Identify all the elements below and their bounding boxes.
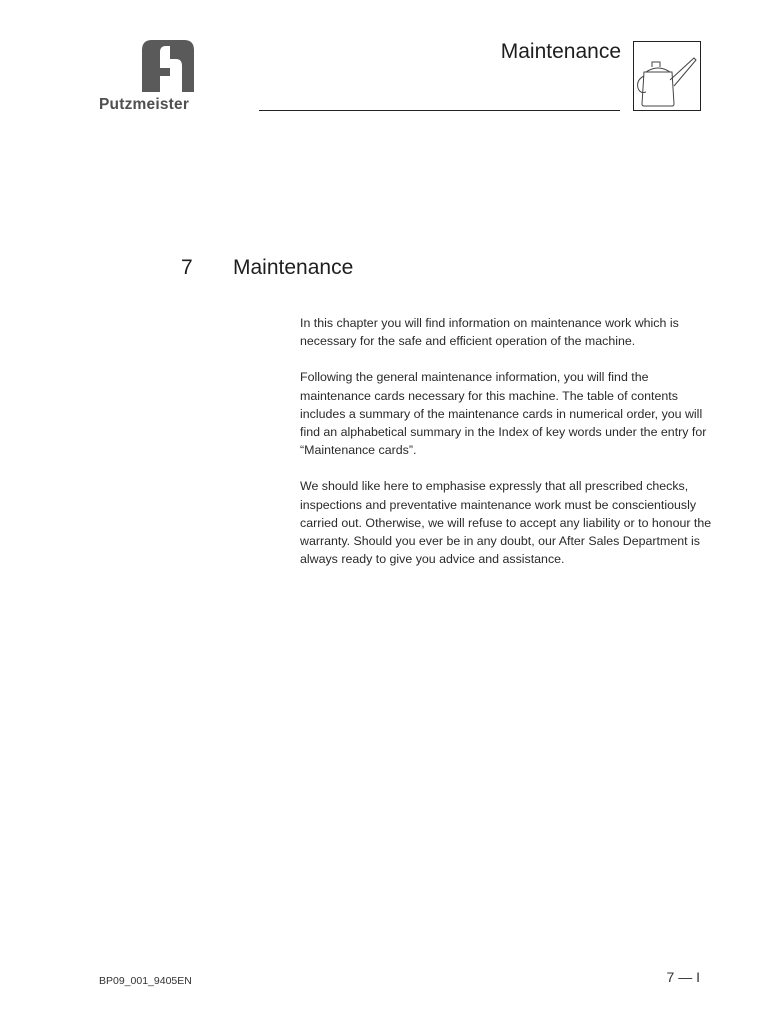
chapter-body: [300, 314, 720, 586]
brand-name: Putzmeister: [99, 96, 190, 113]
company-logo: [99, 40, 239, 114]
putzmeister-logo-icon: [140, 40, 196, 92]
chapter-title: Maintenance: [233, 256, 354, 279]
paragraph-maintenance-cards: Following the general maintenance information, you will find the maintenance cards necessary for this machine. The table of contents includes a summary of the maintenance cards in numerical order, you will find an alphabetical summary in the Index of key words under the entry for “Maintenance cards”.: [300, 370, 707, 458]
page-number: 7 — I: [666, 969, 700, 985]
oil-can-icon: [634, 42, 700, 110]
paragraph-intro: In this chapter you will find information on maintenance work which is necessary for the safe and efficient operation of the machine.: [300, 316, 679, 349]
document-code: BP09_001_9405EN: [99, 975, 192, 987]
header-divider: [259, 110, 620, 111]
chapter-number: 7: [181, 256, 193, 279]
section-icon-box: [633, 41, 701, 111]
paragraph-warranty: We should like here to emphasise expressly that all prescribed checks, inspections and preventative maintenance work must be conscientiously carried out. Otherwise, we will refuse to accept any liability or to honour the warranty. Should you ever be in any doubt, our After Sales Department is always ready to give you advice and assistance.: [300, 479, 712, 567]
section-title: Maintenance: [500, 40, 621, 63]
